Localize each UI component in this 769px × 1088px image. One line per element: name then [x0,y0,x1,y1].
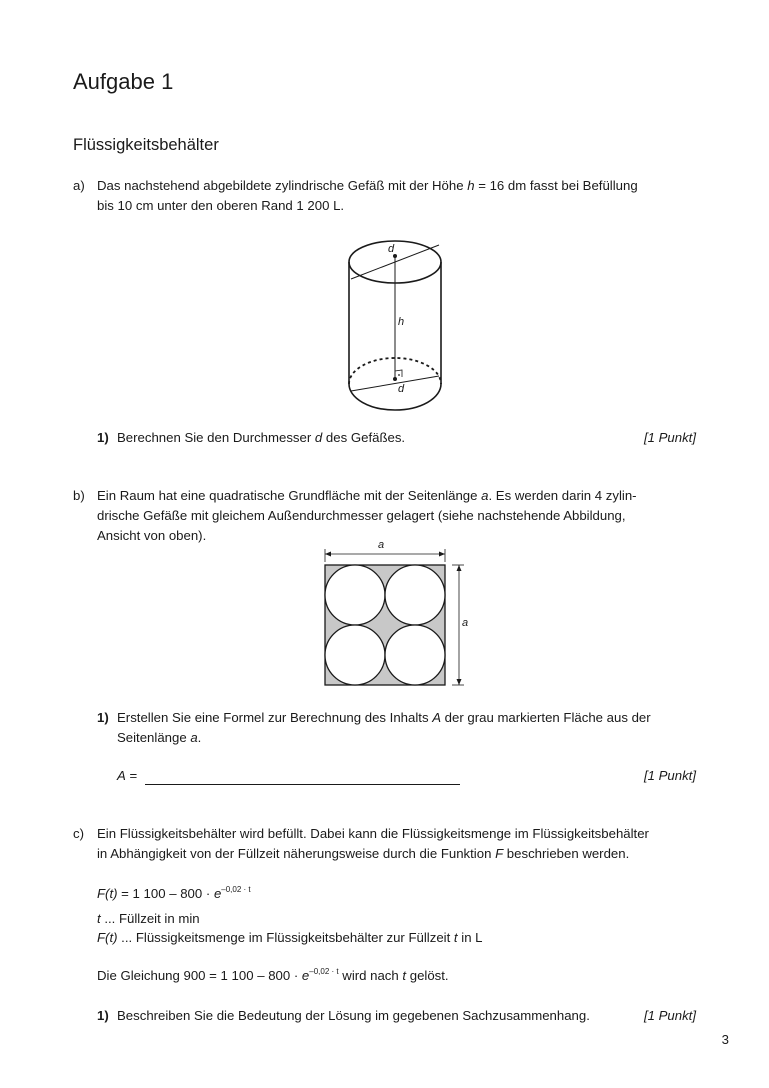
legend-Ft: F(t) ... Flüssigkeitsmenge im Flüssigkeitsbehälter zur Füllzeit t in L [97,930,483,945]
part-a-label: a) [73,178,85,193]
section-title: Flüssigkeitsbehälter [73,136,219,154]
part-c-q1-text: Beschreiben Sie die Bedeutung der Lösung im gegebenen Sachzusammenhang. [117,1008,590,1023]
part-c-line-1: Ein Flüssigkeitsbehälter wird befüllt. Dabei kann die Flüssigkeitsmenge im Flüssigkeitsbehälter [97,826,649,841]
part-b-q1-number: 1) [97,710,109,725]
part-a-line-2: bis 10 cm unter den oberen Rand 1 200 L. [97,198,345,213]
part-c-q1-points: [1 Punkt] [643,1008,696,1023]
page-title: Aufgabe 1 [73,69,174,94]
part-b-q1-line-2: Seitenlänge a. [117,730,202,745]
cylinder-figure [340,232,455,417]
function-formula: F(t) = 1 $100 - 800 \cdot e^{-0,02 \cdot t}$ [97,885,251,901]
label-d-top: d [388,243,395,255]
part-b-q1-points: [1 Punkt] [643,768,696,783]
part-b-line-3: Ansicht von oben). [97,528,207,543]
part-c-line-2: in Abhängigkeit von der Füllzeit näherungsweise durch die Funktion F beschrieben werden. [97,846,630,861]
label-a-right: a [462,617,469,629]
label-d-bottom: d [398,383,405,395]
part-a-q1-points: [1 Punkt] [643,430,696,445]
part-a-q1-text: Berechnen Sie den Durchmesser d des Gefäßes. [117,430,406,445]
answer-line[interactable] [145,784,460,785]
part-b-line-2: drische Gefäße mit gleichem Außendurchmesser gelagert (siehe nachstehende Abbildung, [97,508,626,523]
part-a-line-1: Das nachstehend abgebildete zylindrische Gefäß mit der Höhe h = 16 dm fasst bei Befüllung [97,178,638,193]
equation-line: Die Gleichung 900 = 1 $100 - 800 \cdot e^{-0,02 \cdot t}$ wird nach t gelöst. [97,967,449,983]
part-c-label: c) [73,826,84,841]
label-a-top: a [378,539,385,551]
part-c-q1-number: 1) [97,1008,109,1023]
part-b-label: b) [73,488,85,503]
part-b-line-1: Ein Raum hat eine quadratische Grundfläche mit der Seitenlänge a. Es werden darin 4 zylin- [97,488,637,503]
answer-label: A = [117,768,138,783]
part-b-q1-line-1: Erstellen Sie eine Formel zur Berechnung des Inhalts A der grau markierten Fläche aus der [117,710,651,725]
page-number: 3 [721,1032,729,1047]
label-h: h [398,316,405,328]
legend-t: t ... Füllzeit in min [97,911,200,926]
part-a-q1-number: 1) [97,430,109,445]
square-circles-figure [318,536,478,691]
